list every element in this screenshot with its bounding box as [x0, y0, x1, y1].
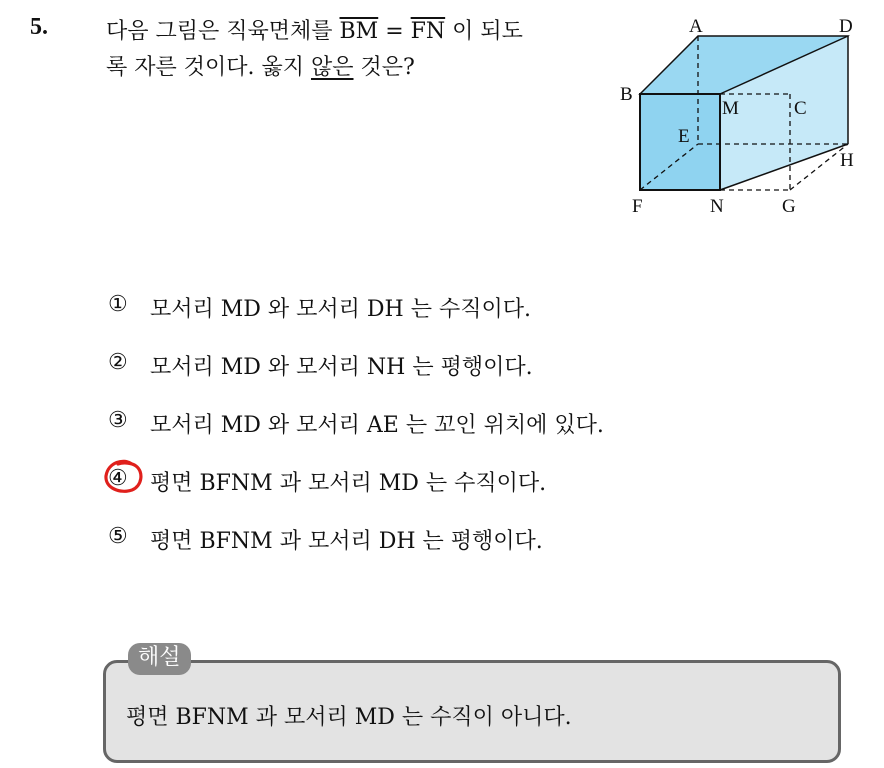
question-number: 5. [30, 14, 48, 40]
label-c: C [794, 98, 807, 119]
choice-1[interactable] [108, 292, 604, 350]
choice-4[interactable] [108, 466, 604, 524]
question-text [106, 14, 596, 86]
label-m: M [722, 98, 739, 119]
choice-marker: ④ [108, 466, 128, 491]
label-h: H [840, 150, 854, 171]
cuboid-figure [612, 18, 884, 224]
choice-marker: ② [108, 350, 128, 375]
label-n: N [710, 196, 724, 217]
choice-2[interactable] [108, 350, 604, 408]
label-d: D [839, 18, 853, 37]
segment-bm: $\overline{BM}$ [339, 19, 379, 44]
choice-3[interactable] [108, 408, 604, 466]
choice-marker: ① [108, 292, 128, 317]
choice-marker: ③ [108, 408, 128, 433]
solution-text: 평면 BFNM 과 모서리 MD 는 수직이 아니다. [126, 705, 572, 730]
choice-text: 모서리 MD 와 모서리 DH 는 수직이다. [150, 297, 531, 322]
choice-text: 모서리 MD 와 모서리 NH 는 평행이다. [150, 355, 533, 380]
question-line-2: 록 자른 것이다. 옳지 않은 것은? [106, 55, 415, 80]
label-a: A [689, 18, 703, 37]
choice-text: 모서리 MD 와 모서리 AE 는 꼬인 위치에 있다. [150, 413, 604, 438]
label-f: F [632, 196, 643, 217]
choice-marker: ⑤ [108, 524, 128, 549]
question-line-1: 다음 그림은 직육면체를 $\overline{BM} = \overline{FN}$ 이 되도 [106, 19, 523, 44]
label-b: B [620, 84, 633, 105]
label-e: E [678, 126, 690, 147]
choice-text: 평면 BFNM 과 모서리 DH 는 평행이다. [150, 529, 543, 554]
label-g: G [782, 196, 796, 217]
choice-text: 평면 BFNM 과 모서리 MD 는 수직이다. [150, 471, 547, 496]
choice-5[interactable] [108, 524, 604, 582]
choice-list [108, 292, 604, 582]
answer-circle-icon [102, 458, 144, 496]
segment-fn: $\overline{FN}$ [410, 19, 446, 44]
emphasis-not: 않은 [310, 55, 354, 80]
solution-label: 해설 [128, 643, 191, 675]
